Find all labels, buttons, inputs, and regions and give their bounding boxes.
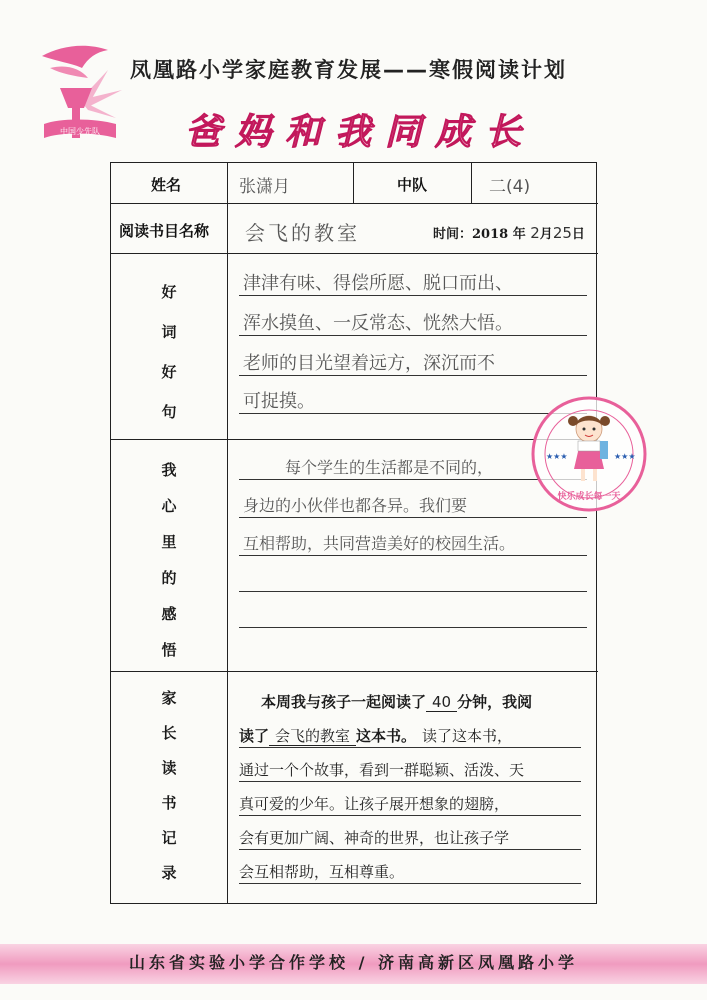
squad-field[interactable]: 二(4): [489, 177, 531, 197]
phrases-line[interactable]: 津津有味、得偿所愿、脱口而出、: [243, 273, 513, 294]
date-month[interactable]: 2: [530, 224, 540, 242]
growth-stamp: [530, 395, 648, 513]
parent-record-text[interactable]: 会互相帮助，互相尊重。: [239, 863, 405, 881]
parent-book-field[interactable]: 会飞的教室: [269, 727, 356, 746]
date-prefix: 时间：2018 年: [433, 227, 526, 242]
logo-text: 中国少先队: [60, 127, 100, 136]
book-name-field[interactable]: 会飞的教室: [245, 221, 360, 245]
feelings-line[interactable]: 每个学生的生活都是不同的，: [285, 458, 494, 477]
parent-record-text[interactable]: 通过一个个故事，看到一群聪颖、活泼、天: [239, 761, 525, 779]
parent-record-text[interactable]: 真可爱的少年。让孩子展开想象的翅膀，: [239, 795, 510, 813]
phrases-line[interactable]: 浑水摸鱼、一反常态、恍然大悟。: [243, 313, 513, 334]
reading-form: [110, 162, 597, 904]
date-month-label: 月: [539, 227, 553, 242]
feelings-label: 我 心 里 的 感 悟: [161, 461, 177, 659]
page-subtitle: 爸妈和我同成长: [184, 111, 535, 153]
feelings-line[interactable]: 互相帮助，共同营造美好的校园生活。: [243, 534, 516, 553]
squad-label: 中队: [397, 176, 428, 194]
date-day[interactable]: 25: [552, 224, 572, 242]
svg-text:★★★: ★★★: [546, 452, 568, 461]
phrases-line[interactable]: 可捉摸。: [243, 391, 315, 412]
parent-record-line1: 本周我与孩子一起阅读了 40 分钟，我阅: [261, 693, 533, 711]
name-field[interactable]: 张潇月: [239, 177, 290, 197]
column-divider: [471, 163, 472, 203]
parent-record-line2: 读了 会飞的教室 这本书。 读了这本书，: [239, 727, 513, 745]
phrases-line[interactable]: 老师的目光望着远方，深沉而不: [243, 353, 495, 374]
young-pioneers-torch-logo: [30, 38, 130, 158]
minutes-field[interactable]: 40: [426, 693, 457, 712]
column-divider: [227, 163, 228, 903]
book-label: 阅读书目名称: [119, 222, 210, 240]
row-divider: [111, 203, 598, 204]
footer-text: 山东省实验小学合作学校 / 济南高新区凤凰路小学: [129, 953, 578, 972]
svg-text:★★★: ★★★: [614, 452, 636, 461]
parent-record-label: 家 长 读 书 记 录: [161, 689, 177, 882]
column-divider: [353, 163, 354, 203]
date-day-label: 日: [571, 227, 585, 242]
row-divider: [111, 253, 598, 254]
feelings-line[interactable]: 身边的小伙伴也都各异。我们要: [243, 496, 468, 515]
phrases-label: 好 词 好 句: [161, 283, 177, 421]
header-title: 凤凰路小学家庭教育发展——寒假阅读计划: [130, 58, 567, 82]
stamp-text: 快乐成长每一天: [557, 492, 621, 502]
name-label: 姓名: [151, 176, 182, 194]
date-field: [433, 223, 585, 242]
parent-record-text[interactable]: 会有更加广阔、神奇的世界，也让孩子学: [239, 829, 510, 847]
